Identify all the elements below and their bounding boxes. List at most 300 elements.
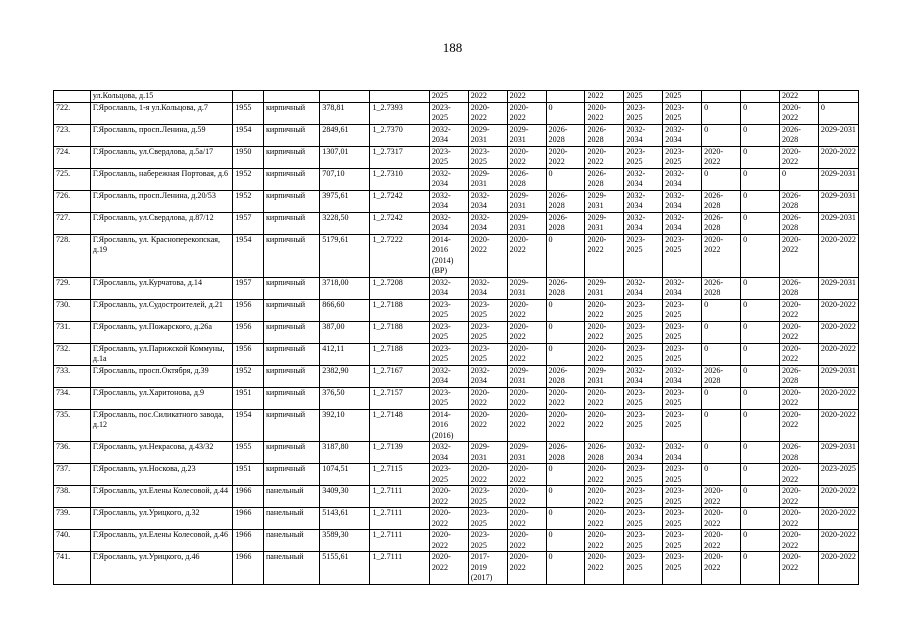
- address-cell: Г.Ярославль, просп.Ленина, д.20/53: [90, 190, 232, 212]
- table-cell: 2020-2022: [507, 409, 546, 442]
- table-cell: 2023-2025: [468, 530, 507, 552]
- table-cell: 2020-2022: [779, 343, 818, 365]
- table-cell: 2032-2034: [429, 190, 468, 212]
- table-cell: 1952: [233, 168, 264, 190]
- table-cell: 2032-2034: [663, 365, 702, 387]
- table-cell: 2020-2022: [818, 343, 858, 365]
- table-cell: 2020-2022: [585, 146, 624, 168]
- table-cell: 5155,61: [320, 552, 370, 585]
- table-cell: 2023-2025: [468, 146, 507, 168]
- table-cell: 2020-2022: [779, 146, 818, 168]
- table-cell: [741, 91, 780, 103]
- table-row: [54, 190, 859, 212]
- table-cell: кирпичный: [263, 321, 319, 343]
- table-cell: 2020-2022: [779, 552, 818, 585]
- table-cell: 0: [702, 409, 741, 442]
- table-cell: 2023-2025: [468, 486, 507, 508]
- table-cell: кирпичный: [263, 234, 319, 277]
- table-cell: 1_2.7370: [370, 124, 429, 146]
- address-cell: Г.Ярославль, 1-я ул.Кольцова, д.7: [90, 102, 232, 124]
- row-number-cell: 735.: [54, 409, 91, 442]
- table-cell: 2023-2025: [624, 146, 663, 168]
- table-cell: 2032-2034: [663, 190, 702, 212]
- table-cell: 2020-2022: [585, 508, 624, 530]
- table-cell: 5143,61: [320, 508, 370, 530]
- row-number-cell: 725.: [54, 168, 91, 190]
- table-cell: 2020-2022: [702, 146, 741, 168]
- table-cell: 0: [741, 343, 780, 365]
- table-cell: 2032-2034: [663, 168, 702, 190]
- table-cell: 0: [741, 299, 780, 321]
- table-row: [54, 234, 859, 277]
- table-cell: 2020-2022: [468, 464, 507, 486]
- table-cell: 2020-2022: [818, 387, 858, 409]
- table-cell: 5179,61: [320, 234, 370, 277]
- table-cell: 2026-2028: [702, 212, 741, 234]
- table-row: [54, 343, 859, 365]
- page-number: 188: [442, 40, 463, 55]
- table-cell: 1951: [233, 464, 264, 486]
- table-cell: 2020-2022: [546, 409, 585, 442]
- table-row: [54, 442, 859, 464]
- table-cell: 2020-2022: [468, 387, 507, 409]
- table-row: [54, 530, 859, 552]
- table-cell: 2023-2025: [624, 321, 663, 343]
- table-cell: кирпичный: [263, 146, 319, 168]
- table-cell: 2023-2025: [663, 486, 702, 508]
- table-cell: 3228,50: [320, 212, 370, 234]
- table-cell: кирпичный: [263, 299, 319, 321]
- address-cell: Г.Ярославль, ул.Харитонова, д.9: [90, 387, 232, 409]
- table-cell: 1074,51: [320, 464, 370, 486]
- table-cell: 2020-2022: [507, 464, 546, 486]
- table-cell: 2023-2025: [429, 299, 468, 321]
- table-cell: 2029-2031: [585, 365, 624, 387]
- table-cell: 3187,80: [320, 442, 370, 464]
- table-cell: 0: [546, 168, 585, 190]
- table-cell: 1952: [233, 365, 264, 387]
- row-number-cell: 740.: [54, 530, 91, 552]
- table-cell: 2029-2031: [585, 190, 624, 212]
- table-cell: 2026-2028: [585, 168, 624, 190]
- table-cell: 2023-2025: [663, 530, 702, 552]
- table-cell: 2026-2028: [546, 190, 585, 212]
- table-cell: 2020-2022: [507, 146, 546, 168]
- table-cell: 2026-2028: [702, 277, 741, 299]
- table-cell: 1957: [233, 212, 264, 234]
- table-cell: 2020-2022: [429, 530, 468, 552]
- table-cell: 2020-2022: [818, 409, 858, 442]
- table-cell: 2032-2034: [663, 124, 702, 146]
- table-cell: 2026-2028: [702, 190, 741, 212]
- table-cell: 2023-2025: [624, 530, 663, 552]
- table-cell: 2029-2031: [585, 277, 624, 299]
- table-cell: 2020-2022: [585, 387, 624, 409]
- table-cell: 2029-2031: [818, 190, 858, 212]
- table-cell: 2020-2022: [585, 321, 624, 343]
- table-cell: 2023-2025: [663, 464, 702, 486]
- table-row: [54, 102, 859, 124]
- housing-register-table: [53, 90, 859, 585]
- table-cell: 2029-2031: [818, 168, 858, 190]
- address-cell: Г.Ярославль, ул.Урицкого, д.46: [90, 552, 232, 585]
- table-cell: 2020-2022: [585, 464, 624, 486]
- table-cell: 2022: [585, 91, 624, 103]
- row-number-cell: 729.: [54, 277, 91, 299]
- table-cell: 1_2.7148: [370, 409, 429, 442]
- table-cell: 2023-2025: [429, 464, 468, 486]
- table-cell: 2026-2028: [779, 277, 818, 299]
- table-cell: 2020-2022: [546, 146, 585, 168]
- table-cell: 2020-2022: [702, 508, 741, 530]
- table-cell: 0: [741, 190, 780, 212]
- table-cell: 2025: [624, 91, 663, 103]
- table-cell: 1955: [233, 442, 264, 464]
- table-cell: 2020-2022: [779, 409, 818, 442]
- table-cell: 2017-2019 (2017): [468, 552, 507, 585]
- table-cell: 1_2.7188: [370, 343, 429, 365]
- table-cell: 2023-2025: [429, 321, 468, 343]
- table-cell: 1_2.7167: [370, 365, 429, 387]
- table-cell: 2032-2034: [429, 442, 468, 464]
- table-cell: 2020-2022: [468, 102, 507, 124]
- table-cell: 2032-2034: [624, 190, 663, 212]
- table-cell: 0: [546, 299, 585, 321]
- table-cell: 2023-2025: [624, 102, 663, 124]
- table-cell: 2023-2025: [468, 343, 507, 365]
- address-cell: Г.Ярославль, ул.Урицкого, д.32: [90, 508, 232, 530]
- table-cell: 0: [546, 102, 585, 124]
- table-cell: 0: [741, 552, 780, 585]
- table-cell: 2020-2022: [779, 464, 818, 486]
- table-cell: 0: [546, 464, 585, 486]
- table-cell: 0: [741, 168, 780, 190]
- table-cell: 2020-2022: [702, 530, 741, 552]
- table-cell: 0: [818, 102, 858, 124]
- table-cell: 2020-2022: [585, 530, 624, 552]
- table-row: [54, 299, 859, 321]
- table-cell: 2023-2025: [663, 102, 702, 124]
- table-cell: 0: [546, 552, 585, 585]
- table-cell: 1_2.7317: [370, 146, 429, 168]
- table-cell: 2020-2022: [818, 552, 858, 585]
- table-cell: 0: [546, 343, 585, 365]
- table-cell: 2020-2022: [507, 486, 546, 508]
- table-cell: [818, 91, 858, 103]
- table-cell: 2023-2025: [624, 234, 663, 277]
- table-cell: 2020-2022: [779, 486, 818, 508]
- address-cell: Г.Ярославль, ул.Парижской Коммуны, д.1а: [90, 343, 232, 365]
- table-cell: [320, 91, 370, 103]
- table-cell: 0: [741, 365, 780, 387]
- table-cell: 2020-2022: [779, 321, 818, 343]
- table-cell: [546, 91, 585, 103]
- table-cell: 0: [702, 102, 741, 124]
- table-cell: 2032-2034: [663, 442, 702, 464]
- table-cell: 2032-2034: [429, 168, 468, 190]
- table-cell: 2020-2022: [585, 409, 624, 442]
- table-cell: 1_2.7111: [370, 508, 429, 530]
- address-cell: Г.Ярославль, ул.Курчатова, д.14: [90, 277, 232, 299]
- table-cell: 2026-2028: [779, 365, 818, 387]
- table-cell: [263, 91, 319, 103]
- table-cell: 2026-2028: [585, 442, 624, 464]
- address-cell: Г.Ярославль, набережная Портовая, д.6: [90, 168, 232, 190]
- row-number-cell: 734.: [54, 387, 91, 409]
- table-cell: 0: [741, 102, 780, 124]
- table-cell: 2032-2034: [468, 277, 507, 299]
- table-cell: 0: [741, 486, 780, 508]
- table-cell: 387,00: [320, 321, 370, 343]
- table-cell: 1954: [233, 409, 264, 442]
- table-cell: 0: [741, 321, 780, 343]
- table-cell: 2022: [507, 91, 546, 103]
- table-cell: 2032-2034: [429, 277, 468, 299]
- row-number-cell: 726.: [54, 190, 91, 212]
- table-cell: 2020-2022: [507, 552, 546, 585]
- table-cell: 2020-2022: [507, 321, 546, 343]
- table-cell: [233, 91, 264, 103]
- table-cell: 2020-2022: [779, 234, 818, 277]
- table-cell: 2032-2034: [663, 277, 702, 299]
- table-cell: 0: [702, 343, 741, 365]
- row-number-cell: 741.: [54, 552, 91, 585]
- table-cell: 0: [741, 530, 780, 552]
- table-cell: 2020-2022: [818, 234, 858, 277]
- table-cell: кирпичный: [263, 124, 319, 146]
- table-cell: 2023-2025: [624, 486, 663, 508]
- table-cell: 2029-2031: [818, 277, 858, 299]
- table-cell: 2032-2034: [429, 212, 468, 234]
- table-cell: 3409,30: [320, 486, 370, 508]
- table-cell: 2026-2028: [546, 124, 585, 146]
- row-number-cell: 732.: [54, 343, 91, 365]
- row-number-cell: 733.: [54, 365, 91, 387]
- table-cell: 2020-2022: [507, 530, 546, 552]
- table-cell: 3975,61: [320, 190, 370, 212]
- table-cell: 0: [741, 146, 780, 168]
- table-cell: 2020-2022: [468, 234, 507, 277]
- table-cell: 2014-2016 (2014) (ВР): [429, 234, 468, 277]
- address-cell: Г.Ярославль, просп.Октября, д.39: [90, 365, 232, 387]
- table-cell: 0: [702, 387, 741, 409]
- table-cell: 1966: [233, 486, 264, 508]
- table-cell: 2026-2028: [546, 212, 585, 234]
- table-cell: 2382,90: [320, 365, 370, 387]
- table-cell: 2026-2028: [546, 442, 585, 464]
- table-cell: 1_2.7310: [370, 168, 429, 190]
- table-cell: панельный: [263, 552, 319, 585]
- table-cell: 2026-2028: [779, 124, 818, 146]
- table-cell: 2023-2025: [818, 464, 858, 486]
- table-cell: 1957: [233, 277, 264, 299]
- table-cell: 0: [741, 508, 780, 530]
- table-cell: 2029-2031: [507, 277, 546, 299]
- table-cell: 2032-2034: [468, 190, 507, 212]
- table-cell: 2023-2025: [624, 387, 663, 409]
- table-cell: 2020-2022: [585, 343, 624, 365]
- table-cell: 0: [702, 321, 741, 343]
- table-cell: 2023-2025: [624, 552, 663, 585]
- table-cell: [702, 91, 741, 103]
- table-cell: 2020-2022: [585, 299, 624, 321]
- table-cell: 2020-2022: [507, 387, 546, 409]
- table-cell: 1954: [233, 124, 264, 146]
- address-cell: Г.Ярославль, ул.Носкова, д.23: [90, 464, 232, 486]
- table-cell: 2022: [779, 91, 818, 103]
- table-cell: 2020-2022: [818, 530, 858, 552]
- table-cell: 3589,30: [320, 530, 370, 552]
- table-row: [54, 486, 859, 508]
- table-cell: 2023-2025: [468, 508, 507, 530]
- row-number-cell: 727.: [54, 212, 91, 234]
- row-number-cell: 728.: [54, 234, 91, 277]
- table-body: [54, 91, 859, 585]
- table-cell: 866,60: [320, 299, 370, 321]
- table-cell: 2020-2022: [429, 486, 468, 508]
- table-cell: 0: [702, 299, 741, 321]
- table-cell: кирпичный: [263, 168, 319, 190]
- row-number-cell: 736.: [54, 442, 91, 464]
- table-cell: 2029-2031: [468, 168, 507, 190]
- table-cell: 2023-2025: [429, 102, 468, 124]
- table-cell: 2023-2025: [663, 234, 702, 277]
- table-cell: 1_2.7222: [370, 234, 429, 277]
- row-number-cell: 737.: [54, 464, 91, 486]
- table-cell: 1_2.7139: [370, 442, 429, 464]
- table-cell: 2032-2034: [429, 365, 468, 387]
- table-cell: кирпичный: [263, 442, 319, 464]
- table-cell: 2029-2031: [585, 212, 624, 234]
- table-cell: 2020-2022: [818, 486, 858, 508]
- table-cell: [370, 91, 429, 103]
- table-cell: 2032-2034: [663, 212, 702, 234]
- row-number-cell: 723.: [54, 124, 91, 146]
- table-cell: 2026-2028: [779, 212, 818, 234]
- table-cell: 2025: [663, 91, 702, 103]
- table-cell: 2020-2022: [779, 299, 818, 321]
- table-cell: 376,50: [320, 387, 370, 409]
- table-cell: 707,10: [320, 168, 370, 190]
- table-cell: 2023-2025: [468, 321, 507, 343]
- table-cell: 1_2.7393: [370, 102, 429, 124]
- table-cell: 1966: [233, 530, 264, 552]
- table-cell: 2023-2025: [429, 387, 468, 409]
- table-cell: 2032-2034: [624, 212, 663, 234]
- address-cell: ул.Кольцова, д.15: [90, 91, 232, 103]
- table-cell: кирпичный: [263, 343, 319, 365]
- table-cell: 0: [546, 234, 585, 277]
- table-cell: 2020-2022: [429, 508, 468, 530]
- table-row: [54, 464, 859, 486]
- table-row: [54, 212, 859, 234]
- table-cell: 1_2.7208: [370, 277, 429, 299]
- table-cell: 0: [702, 464, 741, 486]
- table-cell: 1956: [233, 343, 264, 365]
- table-cell: 0: [741, 464, 780, 486]
- table-cell: 2020-2022: [585, 234, 624, 277]
- row-number-cell: 739.: [54, 508, 91, 530]
- address-cell: Г.Ярославль, просп.Ленина, д.59: [90, 124, 232, 146]
- table-cell: 2026-2028: [546, 365, 585, 387]
- table-cell: 2023-2025: [429, 343, 468, 365]
- table-cell: 2020-2022: [585, 102, 624, 124]
- table-cell: 2020-2022: [702, 552, 741, 585]
- table-cell: 0: [741, 442, 780, 464]
- table-cell: кирпичный: [263, 409, 319, 442]
- table-cell: 1_2.7188: [370, 299, 429, 321]
- table-cell: 2023-2025: [468, 299, 507, 321]
- table-cell: 2029-2031: [507, 442, 546, 464]
- table-cell: 1966: [233, 508, 264, 530]
- table-cell: 0: [546, 321, 585, 343]
- table-cell: 2023-2025: [624, 343, 663, 365]
- table-row: [54, 409, 859, 442]
- table-cell: 2020-2022: [818, 321, 858, 343]
- table-cell: 1_2.7115: [370, 464, 429, 486]
- address-cell: Г.Ярославль, ул.Елены Колесовой, д.46: [90, 530, 232, 552]
- table-cell: 1951: [233, 387, 264, 409]
- table-cell: 0: [779, 168, 818, 190]
- row-number-cell: 722.: [54, 102, 91, 124]
- table-cell: кирпичный: [263, 464, 319, 486]
- table-row: [54, 146, 859, 168]
- table-cell: 2023-2025: [624, 464, 663, 486]
- table-cell: 2020-2022: [779, 387, 818, 409]
- row-number-cell: [54, 91, 91, 103]
- table-cell: 1307,01: [320, 146, 370, 168]
- table-cell: 1956: [233, 321, 264, 343]
- table-cell: 2029-2031: [507, 212, 546, 234]
- table-cell: 0: [546, 508, 585, 530]
- table-cell: 2026-2028: [702, 365, 741, 387]
- table-cell: 2023-2025: [624, 299, 663, 321]
- address-cell: Г.Ярославль, ул. Красноперекопская, д.19: [90, 234, 232, 277]
- table-cell: 2029-2031: [818, 365, 858, 387]
- table-cell: 0: [741, 234, 780, 277]
- table-cell: 1956: [233, 299, 264, 321]
- table-cell: 0: [546, 486, 585, 508]
- table-row: [54, 277, 859, 299]
- table-cell: 1955: [233, 102, 264, 124]
- address-cell: Г.Ярославль, ул.Пожарского, д.26а: [90, 321, 232, 343]
- table-cell: 2022: [468, 91, 507, 103]
- table-cell: 1_2.7111: [370, 486, 429, 508]
- table-row: [54, 387, 859, 409]
- table-cell: 2026-2028: [779, 190, 818, 212]
- address-cell: Г.Ярославль, ул.Некрасова, д.43/32: [90, 442, 232, 464]
- table-cell: 1966: [233, 552, 264, 585]
- table-cell: 2032-2034: [624, 168, 663, 190]
- table-cell: 2020-2022: [779, 530, 818, 552]
- table-cell: 2032-2034: [468, 365, 507, 387]
- table-cell: 1952: [233, 190, 264, 212]
- table-cell: кирпичный: [263, 387, 319, 409]
- table-cell: 2029-2031: [507, 190, 546, 212]
- table-cell: 2025: [429, 91, 468, 103]
- table-cell: 2020-2022: [702, 486, 741, 508]
- table-cell: 2020-2022: [507, 234, 546, 277]
- table-cell: 2029-2031: [818, 124, 858, 146]
- table-cell: 2032-2034: [624, 124, 663, 146]
- table-cell: 2023-2025: [663, 387, 702, 409]
- table-cell: 2023-2025: [663, 299, 702, 321]
- table-row: [54, 552, 859, 585]
- table-row: [54, 124, 859, 146]
- table-cell: 1_2.7242: [370, 190, 429, 212]
- table-cell: 2032-2034: [429, 124, 468, 146]
- address-cell: Г.Ярославль, ул.Свердлова, д.87/12: [90, 212, 232, 234]
